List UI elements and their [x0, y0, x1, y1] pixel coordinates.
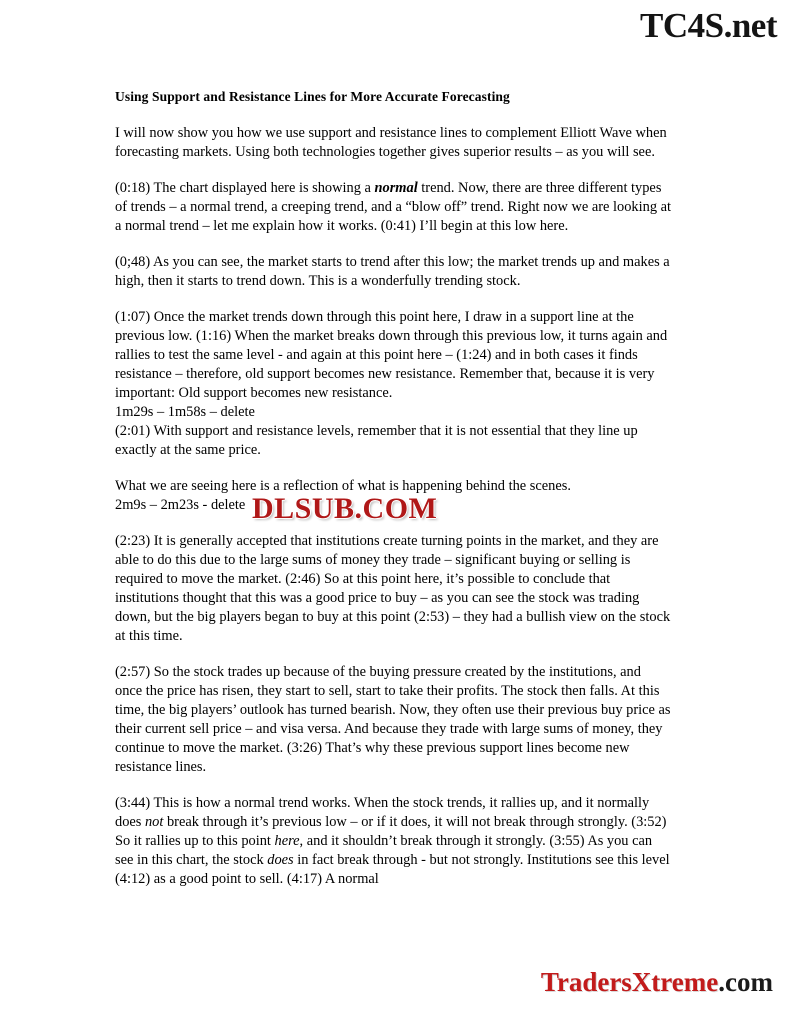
- paragraph-0201: [115, 422, 671, 460]
- site-brand-top-text: TC4S.net: [640, 6, 777, 45]
- site-brand-bottom-main: TradersXtreme: [540, 967, 719, 997]
- page-title: Using Support and Resistance Lines for More Accurate Forecasting: [115, 89, 510, 104]
- note-1m29s: [115, 403, 671, 422]
- site-brand-bottom-suffix: .com: [718, 967, 773, 997]
- paragraph-text: (2:01) With support and resistance levels, remember that it is not essential that they line up exactly at the same price.: [115, 422, 638, 458]
- watermark-dlsub: DLSUB.COM: [252, 492, 438, 525]
- paragraph-behind-scenes: [115, 477, 671, 496]
- note-text: 2m9s – 2m23s - delete: [115, 496, 246, 513]
- paragraph-0344: [115, 794, 671, 889]
- site-brand-top: [640, 8, 777, 43]
- paragraph-0223: [115, 532, 671, 646]
- emphasis-here: here: [274, 833, 300, 850]
- emphasis-not: not: [144, 814, 164, 831]
- paragraph-text-pre: (0:18) The chart displayed here is showing a: [115, 179, 375, 196]
- paragraph-text: (2:23) It is generally accepted that institutions create turning points in the market, and they are able to do this due to the large sums of money they trade – significant buying or selling is required to move the market. (2:46) So at this point here, it’s possible to conclude that institutions thought that this was a good price to buy – as you can see the stock was trading down, but the big players began to buy at this point (2:53) – they had a bullish view on the stock at this time.: [115, 532, 671, 644]
- site-brand-bottom: [0, 967, 773, 998]
- emphasis-does: does: [267, 852, 294, 869]
- paragraph-0107: [115, 308, 671, 403]
- paragraph-text: I will now show you how we use support and resistance lines to complement Elliott Wave when forecasting markets. Using both technologies together gives superior results – as you will see.: [115, 124, 667, 160]
- paragraph-0018: [115, 179, 671, 236]
- emphasis-normal: normal: [374, 179, 418, 196]
- paragraph-seg4: in fact break through - but not strongly. Institutions see this level (4:12) as a good point to sell. (4:17) A normal: [115, 852, 670, 888]
- paragraph-0257: [115, 663, 671, 777]
- note-text: 1m29s – 1m58s – delete: [115, 403, 255, 420]
- document-body: [115, 88, 671, 906]
- paragraph-text: (1:07) Once the market trends down through this point here, I draw in a support line at the previous low. (1:16) When the market breaks down through this previous low, it turns again and rallies to test the same level - and again at this point here – (1:24) and in both cases it finds resistance – therefore, old support becomes new resistance. Remember that, because it is very important: Old support becomes new resistance.: [115, 308, 668, 401]
- paragraph-intro: [115, 124, 671, 162]
- paragraph-text: What we are seeing here is a reflection of what is happening behind the scenes.: [115, 477, 571, 494]
- paragraph-0048: [115, 253, 671, 291]
- paragraph-text: (2:57) So the stock trades up because of the buying pressure created by the institutions, and once the price has risen, they start to sell, start to take their profits. The stock then falls. At this time, the big players’ outlook has turned bearish. Now, they often use their previous buy price as their current sell price – and visa versa. And because they trade with large sums of money, they continue to move the market. (3:26) That’s why these previous support lines become new resistance lines.: [115, 663, 671, 775]
- paragraph-seg2: break through it’s previous low – or if it does, it will not break through strongly. (3:52) So it rallies up to this point: [115, 814, 667, 850]
- paragraph-seg3: , and it shouldn’t break through it strongly. (3:55) As you can see in this chart, the stock: [115, 833, 653, 869]
- paragraph-text: (0;48) As you can see, the market starts to trend after this low; the market trends up and makes a high, then it starts to trend down. This is a wonderfully trending stock.: [115, 253, 670, 289]
- paragraph-text-post: trend. Now, there are three different types of trends – a normal trend, a creeping trend, and a “blow off” trend. Right now we are looking at a normal trend – let me explain how it works. (0:41) I’ll begin at this low here.: [115, 179, 671, 234]
- note-2m9s: [115, 496, 671, 515]
- paragraph-seg1: (3:44) This is how a normal trend works. When the stock trends, it rallies up, and it normally does: [115, 795, 650, 831]
